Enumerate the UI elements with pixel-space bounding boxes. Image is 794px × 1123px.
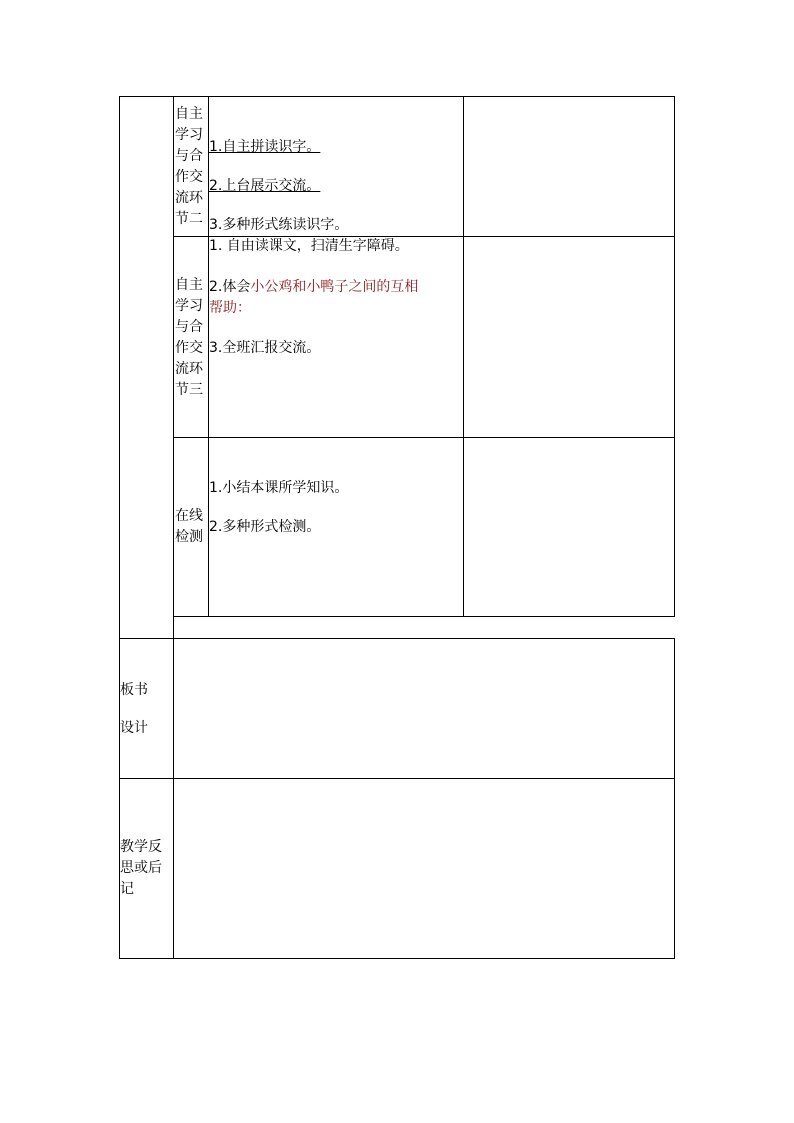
activity-item-continuation: 帮助： <box>209 300 251 316</box>
stage-label-section2: 自主学习与合作交流环节二 <box>175 106 203 227</box>
table-border-bottom <box>119 958 675 959</box>
activity-item: 2.上台展示交流。 <box>209 178 321 194</box>
table-border-right <box>674 96 675 617</box>
activity-item: 1.自主拼读识字。 <box>209 139 321 155</box>
activity-item-prefix: 2.体会 <box>209 279 251 295</box>
column-divider <box>173 96 174 959</box>
row-divider <box>119 778 675 779</box>
table-border-right <box>674 638 675 959</box>
activity-item <box>209 277 418 298</box>
stage-label-section3: 自主学习与合作交流环节三 <box>175 277 203 398</box>
activity-item: 3.多种形式练读识字。 <box>209 217 349 233</box>
reflection-label: 教学反思或后记 <box>120 839 162 897</box>
board-design-label: 设计 <box>120 720 148 736</box>
table-border-left <box>119 96 120 959</box>
row-divider <box>119 638 675 639</box>
activity-item-highlight: 小公鸡和小鸭子之间的互相 <box>250 279 419 295</box>
activity-item: 1.小结本课所学知识。 <box>209 480 349 496</box>
column-divider <box>463 96 464 617</box>
stage-label-online-test: 在线检测 <box>175 508 203 545</box>
board-design-label: 板书 <box>120 682 148 698</box>
activity-item: 2.多种形式检测。 <box>209 519 321 535</box>
activity-item: 1. 自由读课文，扫清生字障碍。 <box>209 238 409 254</box>
activity-item: 3.全班汇报交流。 <box>209 340 321 356</box>
row-divider <box>173 616 675 617</box>
row-divider <box>173 437 675 438</box>
table-border-top <box>119 96 675 97</box>
